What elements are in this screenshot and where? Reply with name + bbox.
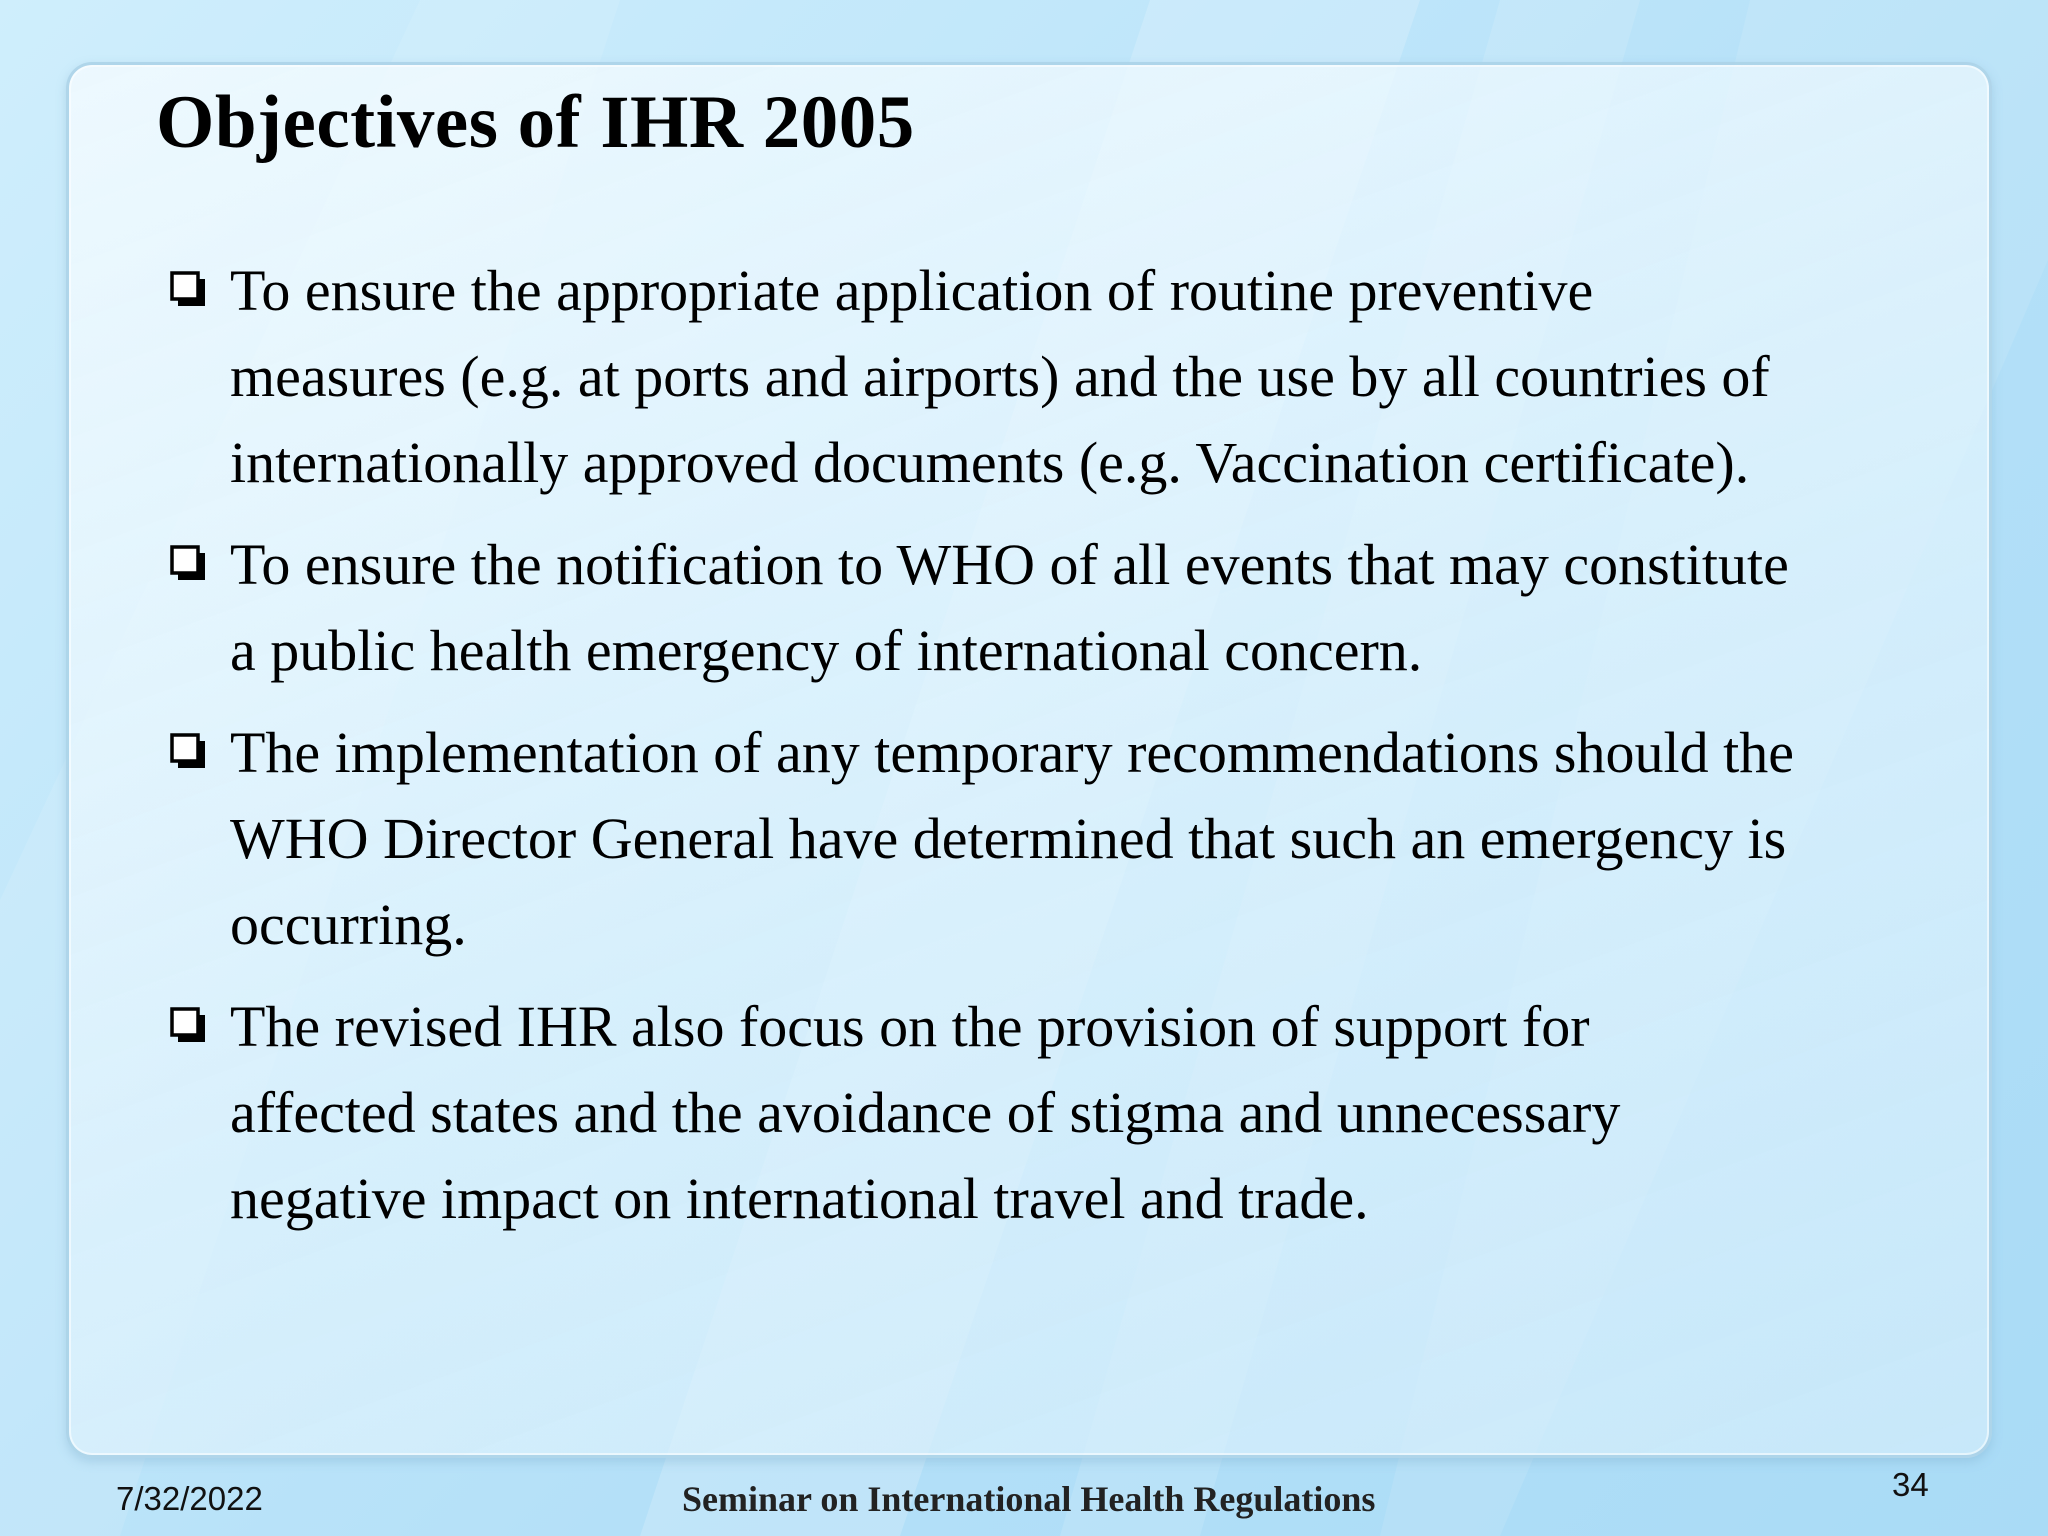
bullet-line: occurring.	[230, 892, 467, 957]
bullet-line: To ensure the notification to WHO of all events that may constitute	[230, 532, 1789, 597]
bullet-line: To ensure the appropriate application of routine preventive	[230, 258, 1594, 323]
checkbox-bullet-icon	[170, 271, 206, 307]
bullet-item	[170, 248, 1950, 506]
bullet-list	[170, 248, 1950, 1258]
bullet-line: affected states and the avoidance of stigma and unnecessary	[230, 1080, 1621, 1145]
footer-title: Seminar on International Health Regulations	[682, 1479, 1376, 1519]
bullet-line: negative impact on international travel and trade.	[230, 1166, 1369, 1231]
footer-date: 7/32/2022	[116, 1480, 263, 1517]
bullet-line: measures (e.g. at ports and airports) and the use by all countries of	[230, 344, 1770, 409]
checkbox-bullet-icon	[170, 545, 206, 581]
bullet-line: The implementation of any temporary recommendations should the	[230, 720, 1794, 785]
bullet-line: The revised IHR also focus on the provision of support for	[230, 994, 1590, 1059]
checkbox-bullet-icon	[170, 733, 206, 769]
slide-title: Objectives of IHR 2005	[156, 81, 915, 164]
bullet-line: internationally approved documents (e.g. Vaccination certificate).	[230, 430, 1750, 495]
bullet-line: WHO Director General have determined that such an emergency is	[230, 806, 1787, 871]
checkbox-bullet-icon	[170, 1007, 206, 1043]
bullet-line: a public health emergency of international concern.	[230, 618, 1423, 683]
bullet-item	[170, 522, 1950, 694]
bullet-item	[170, 710, 1950, 968]
bullet-item	[170, 984, 1950, 1242]
page-number: 34	[1892, 1466, 1929, 1503]
